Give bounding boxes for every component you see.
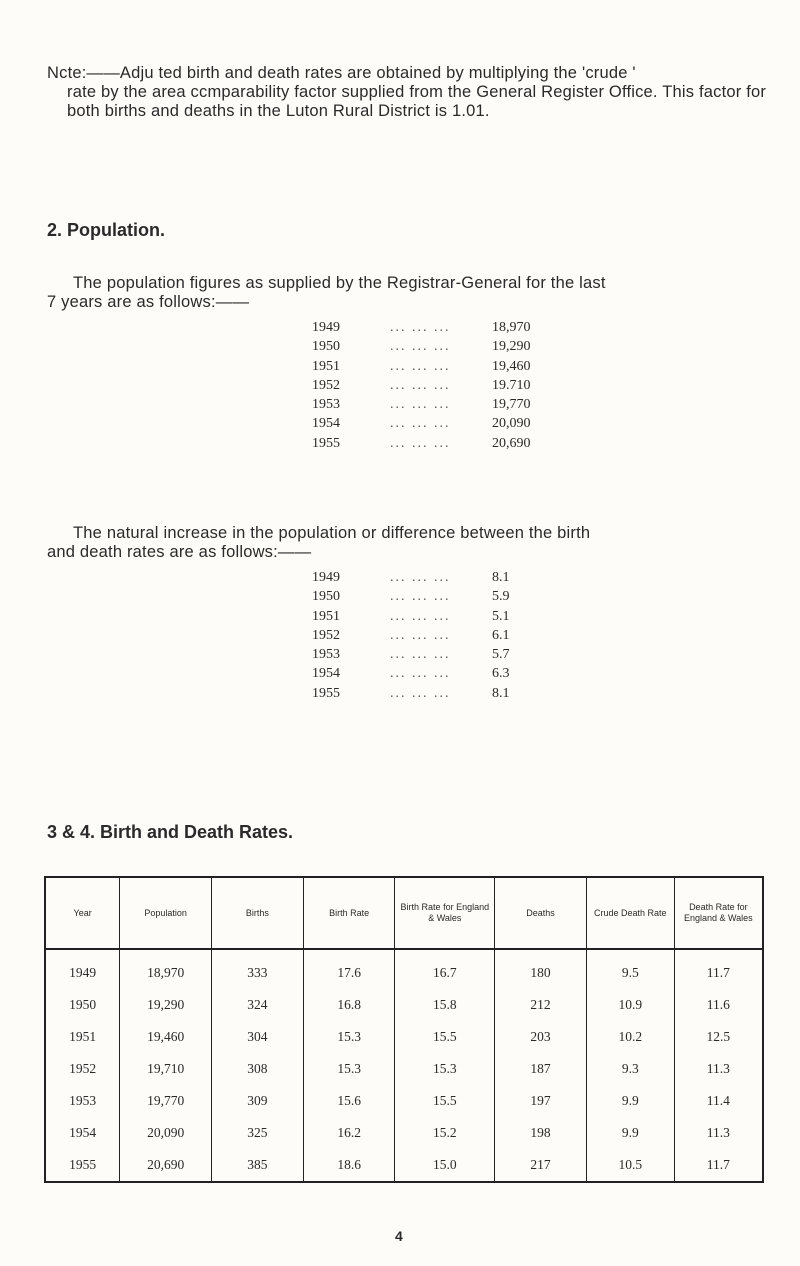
list-value: 19.710: [492, 377, 531, 393]
list-value: 20,090: [492, 416, 531, 432]
list-item: [312, 378, 612, 397]
list-year: 1952: [312, 627, 340, 643]
leader-dots: ... ... ...: [390, 685, 451, 701]
table-cell: 11.4: [674, 1085, 763, 1117]
table-cell: 198: [495, 1117, 587, 1149]
table-cell: 304: [212, 1021, 304, 1053]
natural-increase-intro-rest: and death rates are as follows:——: [47, 543, 312, 561]
list-item: [312, 647, 612, 666]
table-cell: 10.2: [586, 1021, 674, 1053]
list-value: 8.1: [492, 570, 510, 585]
list-value: 6.1: [492, 627, 510, 643]
column-header: Deaths: [495, 877, 587, 949]
list-year: 1953: [312, 397, 340, 413]
table-row: [45, 989, 763, 1021]
list-year: 1949: [312, 320, 340, 335]
table-header-row: [45, 877, 763, 949]
list-value: 5.9: [492, 589, 510, 605]
table-cell: 385: [212, 1149, 304, 1182]
table-cell: 15.3: [303, 1021, 395, 1053]
list-value: 19,460: [492, 358, 531, 374]
table-cell: 15.2: [395, 1117, 495, 1149]
list-item: [312, 416, 612, 435]
leader-dots: ... ... ...: [390, 608, 451, 624]
birth-death-rates-table: [44, 876, 764, 1183]
table-cell: 9.9: [586, 1085, 674, 1117]
natural-increase-intro: [47, 524, 777, 562]
list-item: [312, 320, 612, 339]
table-cell: 15.8: [395, 989, 495, 1021]
table-cell: 15.0: [395, 1149, 495, 1182]
table-cell: 15.5: [395, 1021, 495, 1053]
rates-heading: 3 & 4. Birth and Death Rates.: [47, 822, 294, 842]
leader-dots: ... ... ...: [390, 320, 451, 335]
table-cell: 11.6: [674, 989, 763, 1021]
note-first-line: Ncte:——Adju ted birth and death rates are obtained by multiplying the 'crude ': [47, 64, 636, 82]
table-cell: 1952: [69, 1061, 97, 1076]
table-cell: 9.9: [586, 1117, 674, 1149]
table-cell: 217: [495, 1149, 587, 1182]
natural-increase-intro-first: The natural increase in the population or difference between the birth: [73, 524, 591, 542]
table-cell: 187: [495, 1053, 587, 1085]
list-value: 18,970: [492, 320, 531, 335]
table-cell: 203: [495, 1021, 587, 1053]
table-row: [45, 949, 763, 989]
list-value: 19,770: [492, 397, 531, 413]
table-cell: 325: [212, 1117, 304, 1149]
table-cell: 309: [212, 1085, 304, 1117]
page-number: 4: [395, 1228, 403, 1244]
table-cell: 308: [212, 1053, 304, 1085]
list-item: [312, 397, 612, 416]
list-value: 20,690: [492, 435, 531, 451]
table-cell: 16.8: [303, 989, 395, 1021]
population-intro-rest: 7 years are as follows:——: [47, 293, 250, 311]
population-list: [312, 320, 612, 455]
list-item: [312, 628, 612, 647]
leader-dots: ... ... ...: [390, 589, 451, 605]
table-cell: 18.6: [303, 1149, 395, 1182]
table-cell: 18,970: [120, 949, 212, 989]
table-cell: 16.2: [303, 1117, 395, 1149]
column-header: Death Rate for England & Wales: [674, 877, 763, 949]
table-cell: 17.6: [303, 949, 395, 989]
column-header: Year: [45, 877, 120, 949]
column-header: Births: [212, 877, 304, 949]
table-cell: 16.7: [395, 949, 495, 989]
table-cell: 12.5: [674, 1021, 763, 1053]
table-cell: 1955: [69, 1157, 97, 1172]
table-cell: 10.9: [586, 989, 674, 1021]
list-item: [312, 359, 612, 378]
table-cell: 10.5: [586, 1149, 674, 1182]
table-cell: 11.3: [674, 1053, 763, 1085]
note-paragraph: [47, 64, 782, 121]
list-year: 1950: [312, 589, 340, 605]
column-header: Birth Rate for England & Wales: [395, 877, 495, 949]
list-value: 5.7: [492, 647, 510, 663]
table-cell: 19,460: [120, 1021, 212, 1053]
list-item: [312, 666, 612, 685]
list-item: [312, 686, 612, 705]
table-row: [45, 1085, 763, 1117]
list-year: 1949: [312, 570, 340, 585]
population-intro-first: The population figures as supplied by the Registrar-General for the last: [73, 274, 606, 292]
table-cell: 11.3: [674, 1117, 763, 1149]
table-cell: 15.5: [395, 1085, 495, 1117]
list-value: 19,290: [492, 339, 531, 355]
list-year: 1954: [312, 666, 340, 682]
list-item: [312, 570, 612, 589]
natural-increase-list: [312, 570, 612, 705]
table-cell: 11.7: [674, 949, 763, 989]
list-year: 1953: [312, 647, 340, 663]
table-cell: 324: [212, 989, 304, 1021]
table-cell: 19,710: [120, 1053, 212, 1085]
list-year: 1955: [312, 685, 340, 701]
leader-dots: ... ... ...: [390, 570, 451, 585]
table-cell: 15.6: [303, 1085, 395, 1117]
leader-dots: ... ... ...: [390, 416, 451, 432]
list-year: 1951: [312, 358, 340, 374]
table-cell: 20,690: [120, 1149, 212, 1182]
list-item: [312, 589, 612, 608]
table-cell: 1951: [69, 1029, 97, 1044]
table-cell: 15.3: [303, 1053, 395, 1085]
leader-dots: ... ... ...: [390, 358, 451, 374]
leader-dots: ... ... ...: [390, 627, 451, 643]
table-cell: 180: [495, 949, 587, 989]
table-cell: 1953: [69, 1093, 97, 1108]
leader-dots: ... ... ...: [390, 647, 451, 663]
list-item: [312, 339, 612, 358]
table-row: [45, 1117, 763, 1149]
table-cell: 212: [495, 989, 587, 1021]
list-value: 5.1: [492, 608, 510, 624]
population-intro: [47, 274, 777, 312]
list-year: 1952: [312, 377, 340, 393]
column-header: Crude Death Rate: [586, 877, 674, 949]
leader-dots: ... ... ...: [390, 397, 451, 413]
column-header: Population: [120, 877, 212, 949]
leader-dots: ... ... ...: [390, 377, 451, 393]
table-cell: 19,290: [120, 989, 212, 1021]
table-cell: 9.3: [586, 1053, 674, 1085]
table-row: [45, 1149, 763, 1182]
list-year: 1950: [312, 339, 340, 355]
table-cell: 11.7: [674, 1149, 763, 1182]
table-cell: 1949: [69, 965, 97, 980]
list-year: 1951: [312, 608, 340, 624]
table-row: [45, 1021, 763, 1053]
leader-dots: ... ... ...: [390, 339, 451, 355]
table-cell: 1954: [69, 1125, 97, 1140]
population-heading: 2. Population.: [47, 220, 166, 240]
list-year: 1955: [312, 435, 340, 451]
column-header: Birth Rate: [303, 877, 395, 949]
list-item: [312, 436, 612, 455]
list-year: 1954: [312, 416, 340, 432]
table-cell: 197: [495, 1085, 587, 1117]
table-cell: 333: [212, 949, 304, 989]
table-row: [45, 1053, 763, 1085]
table-cell: 15.3: [395, 1053, 495, 1085]
note-rest: rate by the area ccmparability factor supplied from the General Register Office. This factor for both births and deaths in the Luton Rural District is 1.01.: [67, 83, 767, 120]
leader-dots: ... ... ...: [390, 435, 451, 451]
list-value: 6.3: [492, 666, 510, 682]
list-item: [312, 609, 612, 628]
table-cell: 1950: [69, 997, 97, 1012]
table-cell: 9.5: [586, 949, 674, 989]
leader-dots: ... ... ...: [390, 666, 451, 682]
list-value: 8.1: [492, 685, 510, 701]
table-cell: 20,090: [120, 1117, 212, 1149]
table-cell: 19,770: [120, 1085, 212, 1117]
